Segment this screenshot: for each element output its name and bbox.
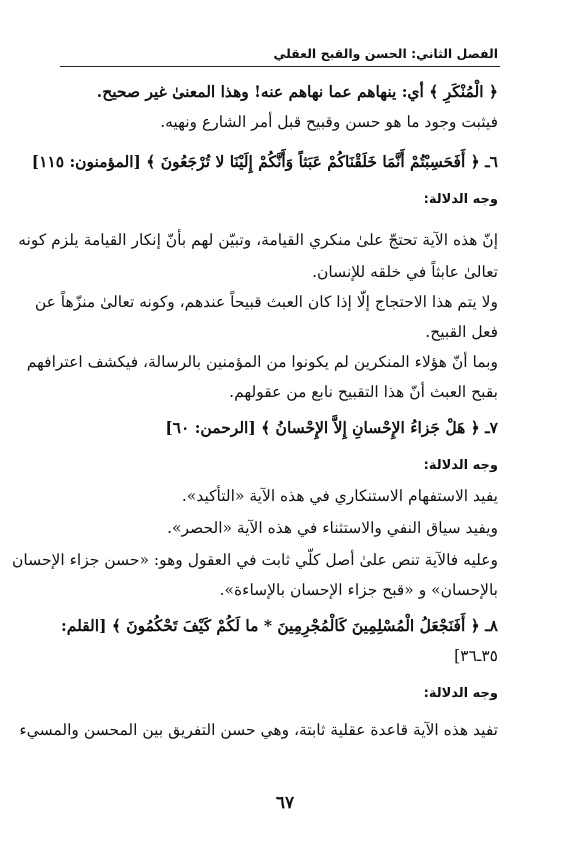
section-heading: وجه الدلالة: (423, 192, 498, 207)
text-line: يفيد الاستفهام الاستنكاري في هذه الآية «التأكيد». (181, 487, 498, 505)
text-line: فيثبت وجود ما هو حسن وقبيح قبل أمر الشارع ونهيه. (160, 113, 498, 131)
verse-line: ٧ـ ﴿ هَلْ جَزاءُ الإِحْسانِ إِلاَّ الإِحْسانُ ﴾ [الرحمن: ٦٠] (165, 418, 498, 437)
text-line: إنّ هذه الآية تحتجّ علىٰ منكري القيامة، وتبيّن لهم بأنّ إنكار القيامة يلزم كونه (18, 231, 498, 249)
text-line: تعالىٰ عابثاً في خلقه للإنسان. (312, 263, 498, 281)
section-heading: وجه الدلالة: (423, 686, 498, 701)
text-line: فعل القبيح. (425, 323, 498, 341)
page-number: ٦٧ (275, 793, 295, 813)
text-line: ويفيد سياق النفي والاستثناء في هذه الآية «الحصر». (167, 519, 498, 537)
verse-line: ٨ـ ﴿ أَفَنَجْعَلُ الْمُسْلِمِينَ كَالْمُجْرِمِينَ * ما لَكُمْ كَيْفَ تَحْكُمُونَ ﴾ [القلم: (61, 616, 498, 635)
text-line: ٣٥ـ٣٦] (454, 647, 498, 665)
text-line: ﴿ الْمُنْكَرِ ﴾ أي: ينهاهم عما نهاهم عنه! وهذا المعنىٰ غير صحيح. (96, 82, 498, 101)
text-line: وبما أنّ هؤلاء المنكرين لم يكونوا من المؤمنين بالرسالة، فيكشف اعترافهم (26, 353, 498, 371)
verse-line: ٦ـ ﴿ أَفَحَسِبْتُمْ أَنَّمَا خَلَقْنَاكُمْ عَبَثاً وَأَنَّكُمْ إِلَيْنَا لا تُرْجَعُونَ ﴾ [المؤمنون: ١١٥] (31, 152, 498, 171)
text-line: بالإحسان» و «قبح جزاء الإحسان بالإساءة». (219, 581, 498, 599)
section-heading: وجه الدلالة: (423, 458, 498, 473)
chapter-title: الفصل الثاني: الحسن والقبح العقلي (273, 46, 498, 61)
text-line: ولا يتم هذا الاحتجاج إلّا إذا كان العبث قبيحاً عندهم، وكونه تعالىٰ منزّهاً عن (34, 293, 498, 311)
text-line: وعليه فالآية تنص علىٰ أصل كلّي ثابت في العقول وهو: «حسن جزاء الإحسان (12, 551, 498, 569)
text-line: تفيد هذه الآية قاعدة عقلية ثابتة، وهي حسن التفريق بين المحسن والمسيء (19, 721, 498, 739)
running-header (60, 44, 500, 67)
text-line: بقبح العبث أنّ هذا التقبيح نابع من عقولهم. (229, 383, 498, 401)
